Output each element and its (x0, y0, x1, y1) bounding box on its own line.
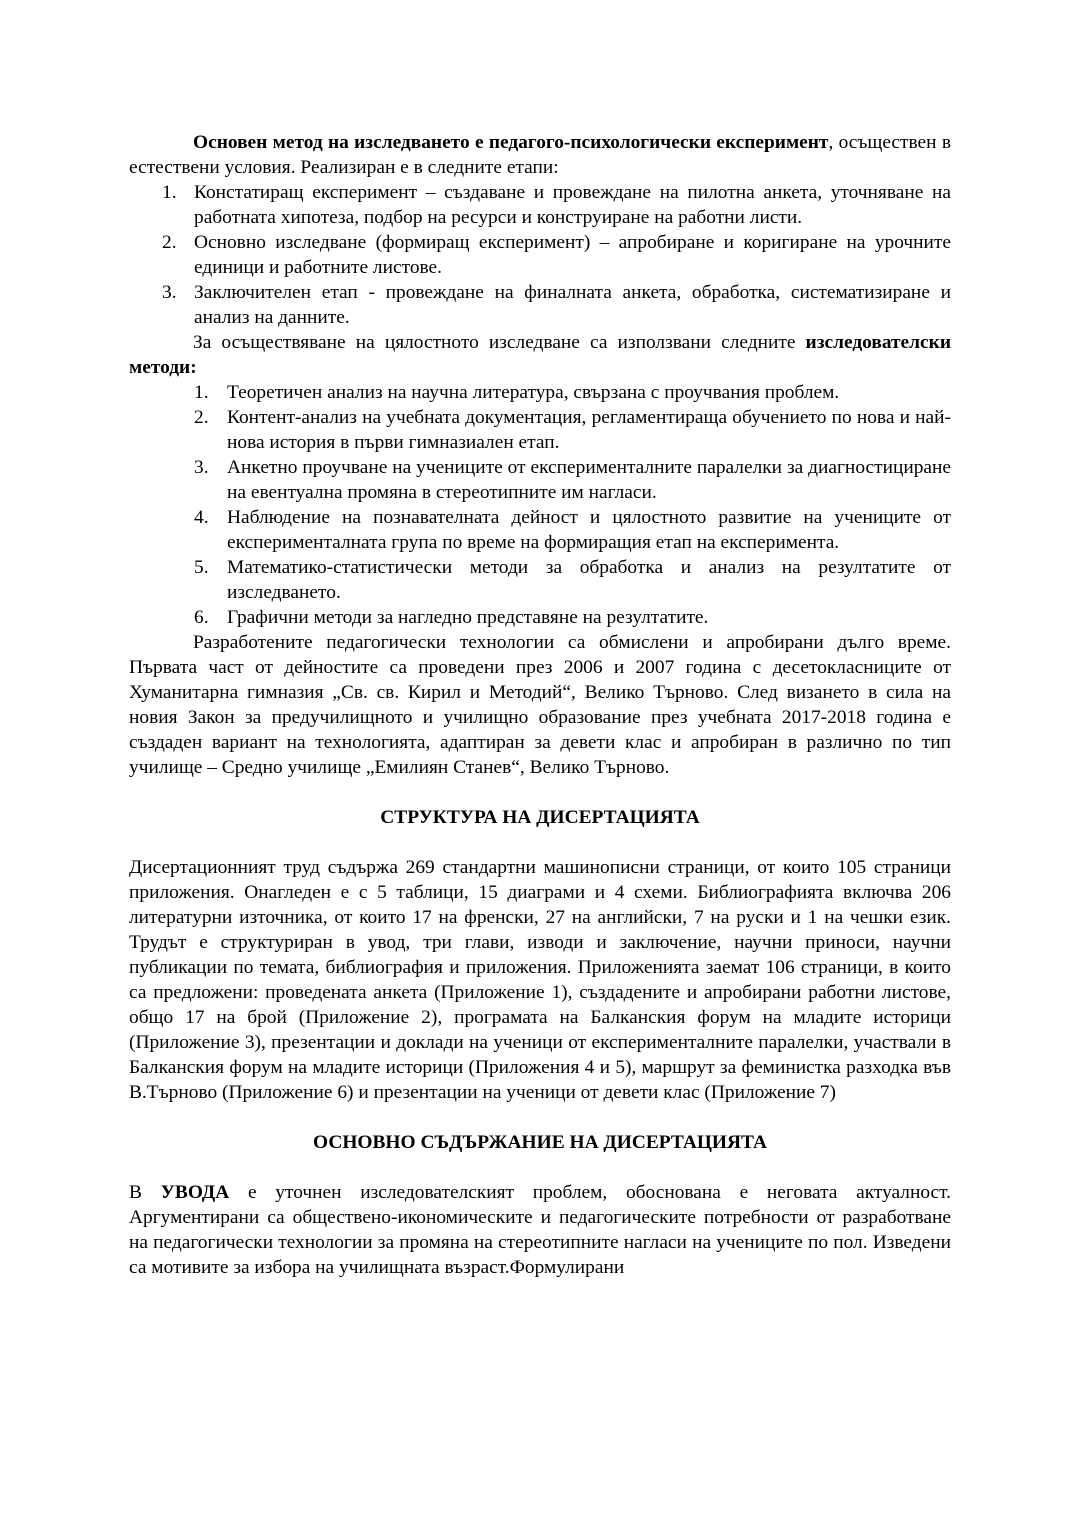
method-item (129, 605, 951, 630)
intro-bold: УВОДА (160, 1182, 230, 1203)
method-text: Теоретичен анализ на научна литература, свързана с проучвания проблем. (227, 382, 840, 403)
method-item (129, 505, 951, 555)
method-number: 4. (194, 507, 209, 528)
methods-intro-paragraph (129, 330, 951, 380)
stage-text: Основно изследване (формиращ експеримент) – апробиране и коригиране на урочните единици и работните листове. (194, 232, 951, 278)
method-paragraph (129, 130, 951, 180)
stages-list (129, 180, 951, 330)
spacer (129, 830, 951, 855)
technologies-paragraph: Разработените педагогически технологии са обмислени и апробирани дълго време. Първата част от дейностите са проведени през 2006 и 2007 година с десетокласниците от Хуманитарна гимназия „Св. св. Кирил и Методий“, Велико Търново. След визането в сила на новия Закон за предучилищното и училищно образование през учебната 2017-2018 година е създаден вариант на технологията, адаптиран за девети клас и апробиран в различно по тип училище – Средно училище „Емилиян Станев“, Велико Търново. (129, 632, 951, 778)
stage-item (129, 280, 951, 330)
page-content (129, 130, 951, 1280)
structure-paragraph: Дисертационният труд съдържа 269 стандартни машинописни страници, от които 105 страници приложения. Онагледен е с 5 таблици, 15 диаграми и 4 схеми. Библиографията включва 206 литературни източника, от които 17 на френски, 27 на английски, 7 на руски и 1 на чешки език. Трудът е структуриран в увод, три глави, изводи и заключение, научни приноси, научни публикации по темата, библиография и приложения. Приложенията заемат 106 страници, в които са предложени: проведената анкета (Приложение 1), създадените и апробирани работни листове, общо 17 на брой (Приложение 2), програмата на Балканския форум на младите историци (Приложение 3), презентации и доклади на ученици от експерименталните паралелки, участвали в Балканския форум на младите историци (Приложения 4 и 5), маршрут за феминистка разходка във В.Търново (Приложение 6) и презентации на ученици от девети клас (Приложение 7) (129, 857, 951, 1103)
method-bold: Основен метод на изследването е педагого-психологически експеримент (193, 132, 829, 153)
structure-heading: СТРУКТУРА НА ДИСЕРТАЦИЯТА (380, 807, 700, 828)
stage-number: 2. (162, 232, 177, 253)
method-number: 3. (194, 457, 209, 478)
intro-section-paragraph (129, 1180, 951, 1280)
method-text: Контент-анализ на учебната документация, регламентираща обучението по нова и най-нова история в първи гимназиален етап. (227, 407, 951, 453)
stage-number: 1. (162, 182, 177, 203)
intro-prefix: В (129, 1182, 161, 1203)
method-text: Графични методи за нагледно представяне на резултатите. (227, 607, 709, 628)
stage-item (129, 180, 951, 230)
method-rest: , осъществен в естествени условия. Реализиран е в следните етапи: (129, 132, 951, 178)
method-item (129, 455, 951, 505)
spacer (129, 1155, 951, 1180)
method-text: Наблюдение на познавателната дейност и цялостното развитие на учениците от експерименталната група по време на формиращия етап на експеримента. (227, 507, 951, 553)
method-item (129, 555, 951, 605)
methods-list (129, 380, 951, 630)
method-item (129, 380, 951, 405)
method-number: 2. (194, 407, 209, 428)
spacer (129, 1105, 951, 1130)
intro-rest: е уточнен изследователският проблем, обоснована е неговата актуалност. Аргументирани са обществено-икономическите и педагогическите потребности от разработване на педагогически технологии за промяна на стереотипните нагласи на учениците по пол. Изведени са мотивите за избора на училищната възраст.Формулирани (129, 1182, 952, 1278)
method-number: 5. (194, 557, 209, 578)
content-heading: ОСНОВНО СЪДЪРЖАНИЕ НА ДИСЕРТАЦИЯТА (313, 1132, 767, 1153)
method-text: Математико-статистически методи за обработка и анализ на резултатите от изследването. (227, 557, 951, 603)
method-item (129, 405, 951, 455)
stage-item (129, 230, 951, 280)
methods-intro-bold: изследователски методи: (129, 332, 951, 378)
method-number: 6. (194, 607, 209, 628)
stage-number: 3. (162, 282, 177, 303)
stage-text: Констатиращ експеримент – създаване и провеждане на пилотна анкета, уточняване на работната хипотеза, подбор на ресурси и конструиране на работни листи. (194, 182, 951, 228)
stage-text: Заключителен етап - провеждане на финалната анкета, обработка, систематизиране и анализ на данните. (194, 282, 951, 328)
method-text: Анкетно проучване на учениците от експерименталните паралелки за диагностициране на евентуална промяна в стереотипните им нагласи. (227, 457, 951, 503)
method-number: 1. (194, 382, 209, 403)
spacer (129, 780, 951, 805)
methods-intro-text: За осъществяване на цялостното изследване са използвани следните (193, 332, 806, 353)
